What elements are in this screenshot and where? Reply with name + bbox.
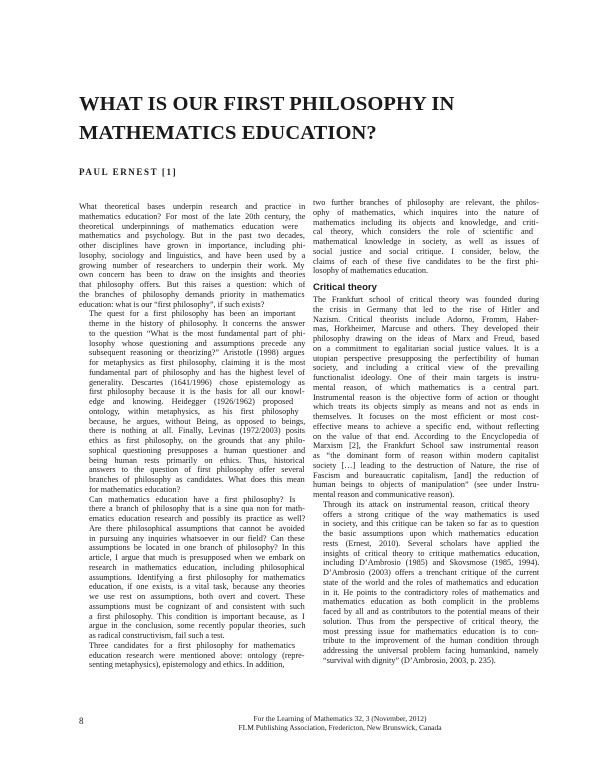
text-line: D’Ambrosio (2003) offers a trenchant critique of the current [323, 568, 539, 577]
text-line: that philosophy offers. But this raises a question: which of [79, 280, 305, 289]
article-title [79, 90, 539, 148]
text-line: two further branches of philosophy are relevant, the philos- [313, 198, 539, 207]
text-line: functionalist ideology. One of their main targets is instru- [313, 373, 539, 382]
text-line: effective means to achieve a specific end, without reflecting [313, 421, 539, 431]
text-line: mathematics including its objects and knowledge, and criti- [313, 217, 539, 227]
text-line: in pursuing any inquiries whatsoever in our field? Can these [89, 533, 305, 543]
text-line: there is nothing at all. Finally, Levinas (1972/2003) posits [89, 426, 305, 436]
text-line: Fascism and bureaucratic capitalism, [and] the reduction of [313, 470, 539, 480]
text-line: assumptions. Identifying a first philosophy for mathematics [89, 572, 305, 582]
text-line: the crisis in Germany that led to the rise of Hitler and [313, 304, 539, 314]
text-line: What theoretical bases underpin research and practice in [79, 202, 305, 211]
text-line: there a branch of philosophy that is a sine qua non for math- [89, 504, 305, 514]
text-line: “survival with dignity” (D’Ambrosio, 2003, p. 235). [323, 655, 496, 665]
text-line: in it. He points to the contradictory roles of mathematics and [323, 587, 539, 597]
text-line: being human rests primarily on ethics. Thus, historical [89, 455, 305, 465]
text-line: for metaphysics as first philosophy, claiming it is the most [89, 358, 305, 367]
publisher-line: FLM Publishing Association, Fredericton, New Brunswick, Canada [238, 723, 442, 732]
text-line: losophy, sociology and linguistics, and have been used by a [79, 250, 305, 260]
text-line: on the value of that end. According to the Encyclopedia of [313, 431, 539, 441]
text-line: The Frankfurt school of critical theory was founded during [313, 295, 539, 304]
text-line: which treats its objects simply as means and not as ends in [313, 402, 539, 412]
text-line: mas, Horkheimer, Marcuse and others. They developed their [313, 324, 539, 334]
text-line: assumptions be located in one branch of philosophy? In this [89, 543, 305, 553]
text-line: Can mathematics education have a first philosophy? Is [89, 494, 296, 504]
text-line: as radical constructivism, fail such a test. [89, 631, 225, 640]
text-line: mathematics education as both complicit in the problems [323, 597, 539, 607]
text-line: Marxism [2], the Frankfurt School saw instrumental reason [313, 441, 539, 451]
text-line: mathematics and psychology. But in the past two decades, [79, 231, 305, 241]
text-line: Nazism. Critical theorists include Adorno, Fromm, Haber- [313, 314, 539, 324]
text-line: a first philosophy. This condition is important because, as I [89, 611, 305, 621]
text-line: rests (Ernest, 2010). Several scholars have applied the [323, 538, 539, 548]
text-line: first philosophy because it is the basis for all our knowl- [89, 387, 305, 397]
text-line: answers to the question of first philosophy offer several [89, 465, 305, 475]
text-line: losophy of mathematics education. [313, 266, 429, 276]
paragraph [79, 202, 305, 309]
text-line: social justice and social critique. I consider, below, the [313, 246, 539, 256]
text-line: sophical questioning presupposes a human questioner and [89, 445, 305, 455]
page-number: 8 [79, 716, 84, 726]
text-line: education: what is our “first philosophy”, if such exists? [79, 299, 265, 309]
text-line: the branches of philosophy demands priority in mathematics [79, 289, 305, 299]
text-line: ophy of mathematics, which inquires into the nature of [313, 207, 539, 217]
text-line: subsequent reasoning or theorizing?” Aristotle (1998) argues [89, 348, 305, 358]
text-line: Three candidates for a first philosophy for mathematics [89, 640, 296, 650]
text-line: state of the world and the roles of mathematics and education [323, 577, 539, 587]
text-line: edge and knowing. Heidegger (1926/1962) proposed [89, 397, 294, 406]
text-line: because, he argues, without Being, as opposed to beings, [89, 416, 305, 426]
text-line: education research were mentioned above: ontology (repre- [89, 650, 305, 660]
text-line: in society, and this critique can be taken so far as to question [323, 519, 539, 529]
text-line: including D’Ambrosio (1985) and Skovsmose (1985, 1994). [323, 558, 539, 568]
text-line: senting metaphysics), epistemology and ethics. In addition, [89, 660, 285, 670]
text-line: assumptions must be cognizant of and consistent with such [89, 601, 305, 611]
text-line: society […] leading to the destruction of Nature, the rise of [313, 460, 539, 470]
text-line: to the question “What is the most fundamental part of phi- [89, 328, 305, 338]
text-line: Are there philosophical assumptions that cannot be avoided [89, 523, 305, 533]
text-line: The quest for a first philosophy has been an important [89, 309, 296, 319]
text-line: offers a strong critique of the way mathematics is used [323, 509, 539, 519]
left-column [79, 202, 305, 670]
text-line: Through its attack on instrumental reason, critical theory [323, 499, 530, 509]
text-line: ematics education research and possibly its practice as well? [89, 514, 305, 523]
text-line: most pressing issue for mathematics education is to con- [323, 626, 539, 636]
title-line-1: WHAT IS OUR FIRST PHILOSOPHY IN [79, 93, 455, 115]
text-line: we use rest on assumptions, both overt and covert. These [89, 592, 305, 601]
paragraph [313, 500, 539, 666]
text-line: tribute to the improvement of the human condition through [323, 636, 539, 646]
text-line: on a commitment to egalitarian social justice values. It is a [313, 343, 539, 353]
text-line: mental reason and communicative reason). [313, 490, 455, 499]
text-line: as “the dominant form of reason within modern capitalist [313, 451, 539, 460]
text-line: claims of each of these five candidates to be the first phi- [313, 256, 539, 266]
text-line: insights of critical theory to critique mathematics education, [323, 548, 539, 558]
text-line: own concern has been to draw on the insights and theories [79, 270, 305, 280]
text-line: mathematical knowledge in society, as well as issues of [313, 237, 539, 246]
author-name: PAUL ERNEST [1] [79, 167, 178, 177]
text-line: article, I argue that much is presupposed when we embark on [89, 553, 305, 562]
text-line: losophy whose questioning and assumptions precede any [89, 338, 305, 348]
text-line: themselves. It focuses on the most efficient or most cost- [313, 412, 539, 421]
text-line: solution. Thus from the perspective of critical theory, the [323, 616, 539, 626]
text-line: ethics as first philosophy, on the grounds that any philo- [89, 436, 305, 445]
text-line: branches of philosophy as candidates. What does this mean [89, 475, 305, 484]
title-line-2: MATHEMATICS EDUCATION? [79, 122, 377, 144]
paragraph [313, 295, 539, 500]
text-line: other disciplines have grown in importance, including phi- [79, 241, 305, 250]
paragraph [79, 641, 305, 670]
text-line: research in mathematics education, including philosophical [89, 562, 305, 572]
paragraph [79, 495, 305, 641]
text-line: mathematics education? For most of the late 20th century, the [79, 211, 305, 221]
text-line: society, and including a critical view of the prevailing [313, 363, 539, 373]
text-line: Instrumental reason is the objective form of action or thought [313, 392, 539, 402]
text-line: human beings to objects of manipulation” (see under Instru- [313, 480, 539, 490]
text-line: mental reason, of which mathematics is a central part. [313, 382, 539, 392]
text-line: generality. Descartes (1641/1996) chose epistemology as [89, 377, 305, 387]
journal-citation: For the Learning of Mathematics 32, 3 (November, 2012) [253, 714, 427, 723]
paragraph [313, 198, 539, 276]
text-line: theoretical underpinnings of mathematics education were [79, 221, 298, 231]
text-line: philosophy drawing on the ideas of Marx and Freud, based [313, 334, 539, 343]
text-line: for mathematics education? [89, 484, 181, 494]
paragraph [79, 309, 305, 494]
text-line: the basic assumptions upon which mathematics education [323, 529, 539, 538]
text-line: cal theory, which considers the role of scientific and [313, 227, 533, 237]
text-line: theme in the history of philosophy. It concerns the answer [89, 319, 305, 328]
text-line: addressing the universal problem facing humankind, namely [323, 646, 539, 655]
text-line: utopian perspective presupposing the perfectibility of human [313, 353, 539, 363]
text-line: faced by all and as contributors to the potential means of their [323, 607, 539, 616]
text-line: argue in the conclusion, some recently popular theories, such [89, 621, 305, 631]
journal-footer [150, 714, 530, 732]
text-line: education, if one exists, is a vital task, because any theories [89, 582, 305, 592]
text-line: fundamental part of philosophy and has the highest level of [89, 367, 305, 377]
text-line: growing number of researchers to underpin their work. My [79, 260, 305, 270]
section-heading: Critical theory [313, 282, 377, 293]
text-line: ontology, within metaphysics, as his first philosophy [89, 406, 299, 416]
right-column [313, 198, 539, 666]
